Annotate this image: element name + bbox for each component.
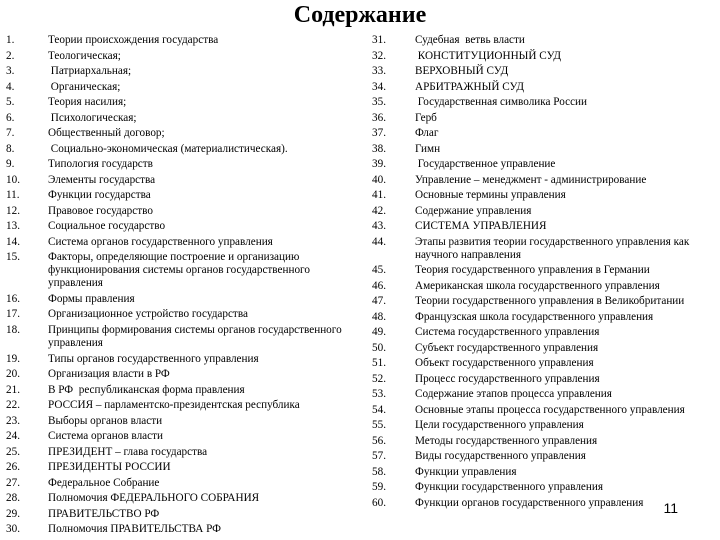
- toc-entry-title: Теологическая;: [48, 49, 121, 62]
- toc-entry-title: Судебная ветвь власти: [415, 34, 525, 46]
- toc-entry-number: 41.: [372, 189, 386, 201]
- toc-entry-number: 47.: [372, 295, 386, 308]
- toc-entry-number: 56.: [372, 434, 386, 447]
- toc-entry-number: 26.: [6, 461, 20, 474]
- toc-entry-title: Система государственного управления: [415, 326, 600, 339]
- toc-entry: [372, 497, 712, 510]
- toc-entry-title: СИСТЕМА УПРАВЛЕНИЯ: [415, 220, 547, 232]
- toc-entry-title: Федеральное Собрание: [48, 476, 160, 489]
- toc-entry-title: ПРЕЗИДЕНТ – глава государства: [48, 445, 208, 458]
- toc-entry: [372, 481, 712, 494]
- toc-entry-number: 17.: [6, 308, 20, 321]
- toc-entry-title: Государственное управление: [415, 158, 556, 170]
- toc-entry: [6, 368, 346, 381]
- toc-entry-number: 1.: [6, 34, 15, 46]
- toc-entry-title: Управление – менеджмент - администрирование: [415, 173, 647, 186]
- toc-entry: [372, 65, 712, 78]
- toc-entry-title: Государственная символика России: [415, 96, 588, 108]
- toc-entry-number: 49.: [372, 326, 386, 339]
- toc-entry: [372, 419, 712, 432]
- toc-entry: [6, 174, 346, 187]
- toc-entry-title: КОНСТИТУЦИОННЫЙ СУД: [415, 49, 562, 62]
- toc-entry: [6, 477, 346, 490]
- toc-entry-number: 32.: [372, 49, 386, 62]
- toc-entry-number: 2.: [6, 49, 15, 62]
- toc-entry-number: 10.: [6, 173, 20, 186]
- toc-entry: [372, 127, 712, 140]
- toc-entry-title: Методы государственного управления: [415, 434, 598, 447]
- toc-entry-title: Типы органов государственного управления: [48, 352, 259, 365]
- toc-entry: [372, 158, 712, 171]
- toc-entry-title: Виды государственного управления: [415, 450, 586, 463]
- toc-right-column: [372, 34, 712, 512]
- toc-entry-title: Цели государственного управления: [415, 419, 584, 432]
- page-number: 11: [663, 500, 678, 516]
- toc-entry: [6, 220, 346, 233]
- toc-entry-title: Функции органов государственного управления: [415, 496, 644, 509]
- toc-entry-title: Организационное устройство государства: [48, 308, 248, 321]
- toc-entry-number: 31.: [372, 34, 386, 46]
- toc-left-column: [6, 34, 346, 539]
- toc-entry-number: 50.: [372, 341, 386, 354]
- toc-entry-number: 55.: [372, 419, 386, 432]
- toc-entry-title: Функции государственного управления: [415, 481, 604, 494]
- toc-entry-number: 20.: [6, 368, 20, 381]
- toc-entry-number: 44.: [372, 235, 386, 248]
- toc-entry-number: 22.: [6, 399, 20, 412]
- toc-entry: [6, 34, 346, 47]
- toc-entry-title: Психологическая;: [48, 111, 137, 124]
- toc-entry-title: Функции управления: [415, 465, 517, 478]
- toc-entry: [372, 96, 712, 109]
- toc-entry-title: Процесс государственного управления: [415, 372, 600, 385]
- toc-entry-number: 12.: [6, 204, 20, 217]
- toc-entry-title: Субъект государственного управления: [415, 341, 599, 354]
- toc-entry: [372, 466, 712, 479]
- toc-entry-number: 51.: [372, 357, 386, 370]
- toc-entry-title: ПРАВИТЕЛЬСТВО РФ: [48, 507, 160, 520]
- toc-entry-number: 57.: [372, 450, 386, 463]
- toc-entry: [372, 205, 712, 218]
- toc-entry-number: 46.: [372, 279, 386, 292]
- toc-entry: [6, 461, 346, 474]
- toc-entry-title: Выборы органов власти: [48, 414, 163, 427]
- page-title: Содержание: [293, 2, 427, 28]
- toc-entry-number: 15.: [6, 251, 20, 263]
- toc-entry-number: 23.: [6, 414, 20, 427]
- toc-entry: [6, 158, 346, 171]
- toc-entry-number: 58.: [372, 465, 386, 478]
- toc-entry-title: Типология государств: [48, 158, 153, 170]
- toc-entry: [372, 404, 712, 417]
- toc-entry: [6, 523, 346, 536]
- toc-entry-number: 53.: [372, 388, 386, 401]
- toc-entry: [6, 189, 346, 202]
- toc-entry: [6, 205, 346, 218]
- toc-entry-number: 4.: [6, 80, 15, 93]
- toc-entry-number: 9.: [6, 158, 15, 170]
- toc-entry: [372, 311, 712, 324]
- toc-entry: [372, 220, 712, 233]
- toc-entry-title: Социально-экономическая (материалистическая).: [48, 142, 288, 155]
- toc-entry-title: Полномочия ФЕДЕРАЛЬНОГО СОБРАНИЯ: [48, 492, 260, 505]
- toc-entry-number: 6.: [6, 111, 15, 124]
- toc-entry-title: Основные термины управления: [415, 189, 566, 201]
- toc-entry: [372, 357, 712, 370]
- toc-entry: [372, 435, 712, 448]
- toc-entry-title: Система органов власти: [48, 430, 163, 443]
- toc-entry: [6, 384, 346, 397]
- toc-entry-number: 30.: [6, 523, 20, 536]
- toc-entry: [372, 295, 712, 308]
- toc-entry: [6, 293, 346, 306]
- toc-entry-title: Социальное государство: [48, 220, 166, 232]
- toc-entry: [6, 446, 346, 459]
- toc-entry-number: 52.: [372, 372, 386, 385]
- toc-entry-number: 40.: [372, 173, 386, 186]
- toc-entry-number: 45.: [372, 264, 386, 277]
- toc-entry-number: 59.: [372, 481, 386, 494]
- toc-entry-number: 14.: [6, 235, 20, 248]
- toc-entry: [372, 174, 712, 187]
- toc-entry-title: Общественный договор;: [48, 127, 165, 139]
- toc-entry: [372, 373, 712, 386]
- toc-entry: [6, 127, 346, 140]
- toc-entry: [6, 96, 346, 109]
- toc-entry-title: Объект государственного управления: [415, 357, 594, 370]
- toc-entry-number: 16.: [6, 292, 20, 305]
- toc-entry-number: 11.: [6, 189, 20, 201]
- toc-entry-number: 43.: [372, 220, 386, 232]
- toc-entry-number: 27.: [6, 476, 20, 489]
- toc-entry-number: 13.: [6, 220, 20, 232]
- toc-entry-title: Основные этапы процесса государственного управления: [415, 403, 685, 416]
- toc-entry-title: Правовое государство: [48, 204, 153, 217]
- toc-entry-number: 34.: [372, 80, 386, 93]
- toc-entry-title: Флаг: [415, 127, 439, 139]
- toc-entry-title: Патриархальная;: [48, 65, 132, 77]
- toc-entry-title: Теория насилия;: [48, 96, 127, 108]
- toc-entry-number: 18.: [6, 323, 20, 336]
- toc-entry-title: Герб: [415, 111, 437, 124]
- toc-entry: [6, 143, 346, 156]
- toc-entry-number: 39.: [372, 158, 386, 170]
- toc-entry-title: Теории происхождения государства: [48, 34, 219, 46]
- toc-entry: [6, 236, 346, 249]
- toc-entry: [6, 65, 346, 78]
- toc-entry: [372, 112, 712, 125]
- toc-entry-title: Принципы формирования системы органов государственного управления: [48, 323, 345, 350]
- toc-entry: [372, 450, 712, 463]
- toc-entry: [6, 508, 346, 521]
- toc-entry: [372, 50, 712, 63]
- toc-entry-number: 5.: [6, 96, 15, 108]
- toc-entry: [372, 81, 712, 94]
- toc-entry-number: 54.: [372, 403, 386, 416]
- toc-entry: [372, 342, 712, 355]
- toc-entry: [372, 189, 712, 202]
- toc-entry-number: 37.: [372, 127, 386, 139]
- toc-entry-title: Элементы государства: [48, 173, 156, 186]
- toc-entry-number: 25.: [6, 445, 20, 458]
- toc-entry-title: Формы правления: [48, 292, 135, 305]
- toc-entry: [372, 264, 712, 277]
- toc-entry-number: 33.: [372, 65, 386, 77]
- toc-entry-title: ПРЕЗИДЕНТЫ РОССИИ: [48, 461, 171, 474]
- toc-entry-title: Этапы развития теории государственного управления как научного направления: [415, 235, 693, 261]
- toc-entry: [6, 492, 346, 505]
- toc-entry-number: 36.: [372, 111, 386, 124]
- toc-entry: [6, 415, 346, 428]
- toc-entry-title: Полномочия ПРАВИТЕЛЬСТВА РФ: [48, 523, 221, 536]
- toc-entry: [372, 143, 712, 156]
- toc-entry-title: АРБИТРАЖНЫЙ СУД: [415, 80, 524, 93]
- toc-entry-number: 21.: [6, 383, 20, 396]
- toc-entry-title: Организация власти в РФ: [48, 368, 170, 381]
- toc-entry-title: Теории государственного управления в Великобритании: [415, 295, 685, 308]
- toc-entry-title: Факторы, определяющие построение и организацию функционирования системы органов государственного управления: [48, 251, 313, 290]
- toc-entry-title: Органическая;: [48, 80, 121, 93]
- toc-entry-number: 48.: [372, 310, 386, 323]
- toc-entry-number: 19.: [6, 352, 20, 365]
- toc-entry-title: Система органов государственного управления: [48, 235, 273, 248]
- toc-entry: [6, 50, 346, 63]
- toc-entry: [372, 34, 712, 47]
- toc-entry-title: Теория государственного управления в Германии: [415, 264, 650, 277]
- toc-entry-title: Французская школа государственного управления: [415, 310, 654, 323]
- toc-entry: [6, 112, 346, 125]
- toc-entry: [372, 236, 712, 262]
- toc-entry: [6, 399, 346, 412]
- toc-entry-number: 8.: [6, 142, 15, 155]
- toc-entry: [6, 308, 346, 321]
- toc-entry: [6, 81, 346, 94]
- toc-entry-title: ВЕРХОВНЫЙ СУД: [415, 65, 509, 77]
- toc-entry-number: 7.: [6, 127, 15, 139]
- toc-entry-number: 60.: [372, 496, 386, 509]
- toc-entry: [372, 388, 712, 401]
- toc-entry-number: 24.: [6, 430, 20, 443]
- toc-entry: [6, 353, 346, 366]
- toc-entry-title: РОССИЯ – парламентско-президентская республика: [48, 399, 300, 412]
- toc-entry-title: В РФ республиканская форма правления: [48, 383, 245, 396]
- toc-entry-title: Американская школа государственного управления: [415, 279, 660, 292]
- toc-entry: [6, 430, 346, 443]
- toc-entry-number: 35.: [372, 96, 386, 108]
- toc-entry-title: Содержание этапов процесса управления: [415, 388, 612, 401]
- toc-entry-number: 29.: [6, 507, 20, 520]
- toc-entry-title: Функции государства: [48, 189, 151, 201]
- toc-entry: [372, 326, 712, 339]
- toc-entry: [6, 324, 346, 350]
- toc-entry-number: 3.: [6, 65, 15, 77]
- toc-entry-number: 38.: [372, 142, 386, 155]
- toc-entry-title: Гимн: [415, 142, 441, 155]
- toc-entry-title: Содержание управления: [415, 204, 532, 217]
- toc-entry: [6, 251, 346, 291]
- toc-entry-number: 42.: [372, 204, 386, 217]
- toc-entry-number: 28.: [6, 492, 20, 505]
- toc-entry: [372, 280, 712, 293]
